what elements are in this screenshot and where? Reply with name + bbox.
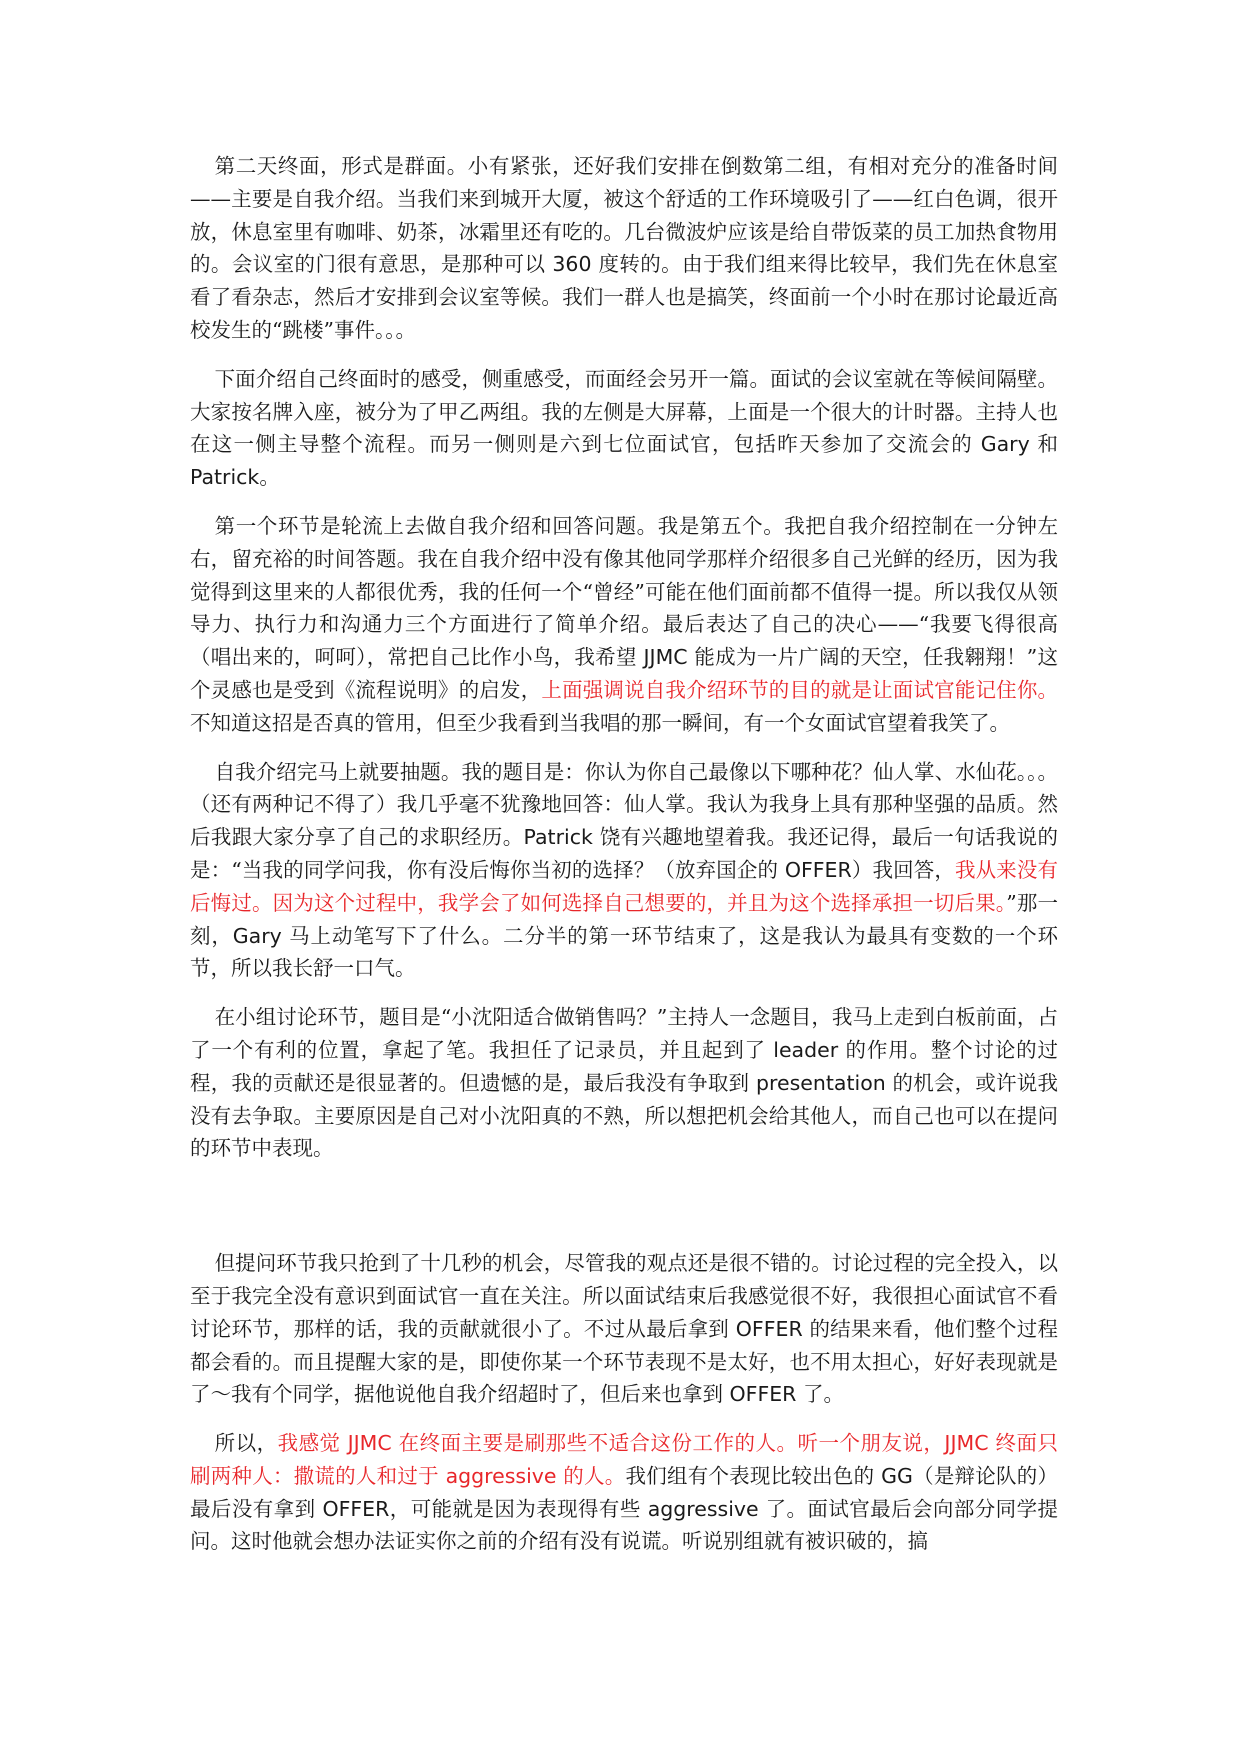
text-segment: OFFER [735, 1316, 803, 1341]
document-body [190, 150, 1058, 1558]
text-segment: 饶有兴趣地望着我。我还记得，最后一句话我说的是：“当我的同学问我，你有没后悔你当初的选择？（放弃国企的 [190, 825, 1059, 882]
paragraph-group-discussion [190, 1001, 1058, 1165]
highlighted-text-segment: 终面只刷两种人：撒谎的人和过于 [190, 1431, 1059, 1488]
highlighted-text-segment: 我感觉 [277, 1431, 348, 1456]
text-segment: ）我回答， [851, 857, 955, 882]
text-segment: 下面介绍自己终面时的感受，侧重感受，而面经会另开一篇。面试的会议室就在等候间隔壁。大家按名牌入座，被分为了甲乙两组。我的左侧是大屏幕，上面是一个很大的计时器。主持人也在这一侧主导整个流程。而另一侧则是六到七位面试官，包括昨天参加了交流会的 [190, 366, 1058, 457]
text-segment: 的机会，或许说我没有去争取。主要原因是自己对小沈阳真的不熟，所以想把机会给其他人，而自己也可以在提问的环节中表现。 [190, 1070, 1058, 1161]
text-segment: OFFER [322, 1496, 390, 1521]
text-segment: ”那一刻， [190, 890, 1059, 948]
text-segment: 马上动笔写下了什么。二分半的第一环节结束了，这是我认为最具有变数的一个环节，所以我长舒一口气。 [190, 923, 1059, 981]
text-segment: 了。面试官最后会向部分同学提问。这时他就会想办法证实你之前的介绍有没有说谎。听说别组就有被识破的，搞 [190, 1496, 1058, 1554]
text-segment: Gary [980, 432, 1030, 457]
text-segment: 我们组有个表现比较出色的 [625, 1463, 882, 1488]
text-segment: 能成为一片广阔的天空，任我翱翔！”这个灵感也是受到《流程说明》的启发， [190, 645, 1058, 702]
highlighted-text-segment: 在终面主要是刷那些不适合这份工作的人。听一个朋友说， [391, 1431, 945, 1456]
text-segment: ，可能就是因为表现得有些 [389, 1496, 648, 1521]
highlighted-text-segment: 上面强调说自我介绍环节的目的就是让面试官能记住你。 [541, 677, 1059, 702]
highlighted-text-segment: 的人。 [556, 1463, 626, 1488]
paragraph-final-interview-arrival [190, 150, 1058, 347]
text-segment: 不知道这招是否真的管用，但至少我看到当我唱的那一瞬间，有一个女面试官望着我笑了。 [190, 710, 1010, 735]
paragraph-interview-room [190, 363, 1058, 494]
text-segment: Patrick [190, 465, 260, 490]
highlighted-text-segment: aggressive [445, 1463, 557, 1488]
text-segment: 360 [552, 252, 592, 277]
text-segment: aggressive [647, 1496, 759, 1521]
text-segment: 第二天终面，形式是群面。小有紧张，还好我们安排在倒数第二组，有相对充分的准备时间——主要是自我介绍。当我们来到城开大厦，被这个舒适的工作环境吸引了——红白色调，很开放，休息室里有咖啡、奶茶，冰霜里还有吃的。几台微波炉应该是给自带饭菜的员工加热食物用的。会议室的门很有意思，是那种可以 [190, 154, 1058, 277]
text-segment: GG [881, 1463, 913, 1488]
highlighted-text-segment: JJMC [347, 1431, 392, 1456]
text-segment: OFFER [729, 1382, 797, 1407]
text-segment: 在小组讨论环节，题目是“小沈阳适合做销售吗？”主持人一念题目，我马上走到白板前面，占了一个有利的位置，拿起了笔。我担任了记录员，并且起到了 [190, 1005, 1058, 1062]
text-segment: 。 [259, 465, 280, 490]
text-segment: 第一个环节是轮流上去做自我介绍和回答问题。我是第五个。我把自我介绍控制在一分钟左右，留充裕的时间答题。我在自我介绍中没有像其他同学那样介绍很多自己光鲜的经历，因为我觉得到这里来的人都很优秀，我的任何一个“曾经”可能在他们面前都不值得一提。所以我仅从领导力、执行力和沟通力三个方面进行了简单介绍。最后表达了自己的决心——“我要飞得很高（唱出来的，呵呵），常把自己比作小鸟，我希望 [190, 513, 1058, 670]
paragraph-question-answer [190, 756, 1058, 986]
text-segment: 的作用。整个讨论的过程，我的贡献还是很显著的。但遗憾的是，最后我没有争取到 [190, 1037, 1058, 1095]
text-segment: 所以， [214, 1431, 278, 1456]
text-segment: Patrick [523, 825, 593, 850]
text-segment: 和 [1029, 432, 1058, 457]
text-segment: 的结果来看，他们整个过程都会看的。而且提醒大家的是，即使你某一个环节表现不是太好，也不用太担心，好好表现就是了～我有个同学，据他说他自我介绍超时了，但后来也拿到 [190, 1316, 1059, 1407]
text-segment: JJMC [643, 645, 688, 670]
text-segment: leader [773, 1037, 839, 1062]
text-segment: OFFER [784, 857, 852, 882]
text-segment: Gary [232, 923, 282, 948]
text-segment: 自我介绍完马上就要抽题。我的题目是：你认为你自己最像以下哪种花？仙人掌、水仙花。。。（还有两种记不得了）我几乎毫不犹豫地回答：仙人掌。我认为我身上具有那种坚强的品质。然后我跟大家分享了自己的求职经历。 [190, 759, 1058, 850]
paragraph-self-introduction [190, 510, 1058, 740]
text-segment: presentation [756, 1070, 886, 1095]
highlighted-text-segment: JJMC [944, 1431, 989, 1456]
paragraph-question-session [190, 1247, 1058, 1411]
highlighted-text-segment: 我从来没有后悔过。因为这个过程中，我学会了如何选择自己想要的，并且为这个选择承担一切后果。 [190, 857, 1059, 915]
text-segment: 度转的。由于我们组来得比较早，我们先在休息室看了看杂志，然后才安排到会议室等候。我们一群人也是搞笑，终面前一个小时在那讨论最近高校发生的“跳楼”事件。。。 [190, 252, 1059, 342]
text-segment: （是辩论队的）最后没有拿到 [190, 1463, 1058, 1521]
paragraph-conclusion [190, 1427, 1058, 1558]
text-segment: 了。 [796, 1382, 844, 1407]
text-segment: 但提问环节我只抢到了十几秒的机会，尽管我的观点还是很不错的。讨论过程的完全投入，以至于我完全没有意识到面试官一直在关注。所以面试结束后我感觉很不好，我很担心面试官不看讨论环节，那样的话，我的贡献就很小了。不过从最后拿到 [190, 1251, 1058, 1341]
